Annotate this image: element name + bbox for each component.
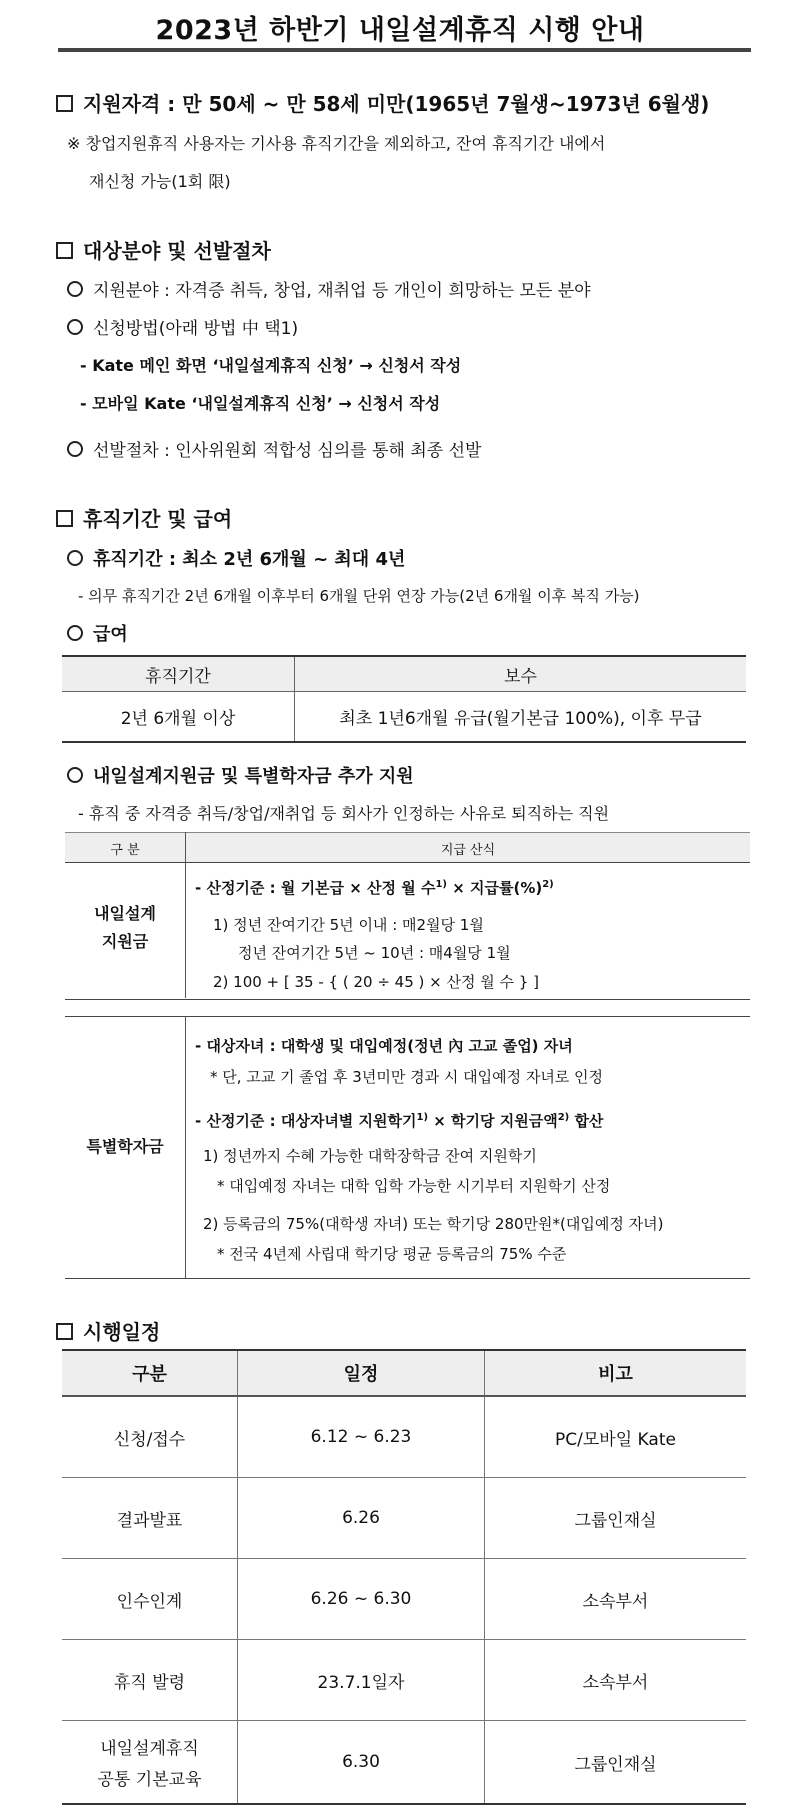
grant-line2: 정년 잔여기간 5년 ~ 10년 : 매4월당 1월 [238, 944, 511, 962]
section-eligibility [56, 88, 709, 117]
schedule-heading: 시행일정 [83, 1320, 161, 1344]
field-method2: - 모바일 Kate ‘내일설계휴직 신청’ → 신청서 작성 [80, 394, 441, 413]
grant-label: 내일설계 지원금 [94, 904, 156, 951]
table-row: 결과발표 6.26 그룹인재실 [62, 1478, 746, 1559]
schedule-item-multiline: 내일설계휴직 공통 기본교육 [62, 1721, 238, 1805]
section-field [56, 235, 271, 264]
grant-formula: - 산정기준 : 월 기본급 × 산정 월 수$^{1)}$ × 지급률(%)$^{2)}$ [195, 879, 554, 897]
leave-period: 휴직기간 : 최소 2년 6개월 ~ 최대 4년 [67, 545, 405, 571]
grant-line3: 2) 100 + [ 35 - { ( 20 ÷ 45 ) × 산정 월 수 } ] [213, 973, 539, 991]
square-bullet-icon [56, 1323, 73, 1340]
field-heading: 대상분야 및 선발절차 [83, 239, 271, 263]
scholarship-row-top [65, 1016, 750, 1017]
field-apply-method: 신청방법(아래 방법 中 택1) [67, 314, 298, 339]
pay-row-period: 2년 6개월 이상 [62, 692, 295, 743]
scholarship-line1: 1) 정년까지 수혜 가능한 대학장학금 잔여 지원학기 [203, 1147, 537, 1165]
scholarship-target: - 대상자녀 : 대학생 및 대입예정(정년 內 고교 졸업) 자녀 [195, 1037, 573, 1055]
support-col-divider [185, 832, 186, 998]
circle-bullet-icon [67, 767, 83, 783]
scholarship-line2-note: * 전국 4년제 사립대 학기당 평균 등록금의 75% 수준 [217, 1245, 567, 1263]
scholarship-col-divider [185, 1016, 186, 1278]
title-divider [58, 48, 751, 52]
scholarship-line2: 2) 등록금의 75%(대학생 자녀) 또는 학기당 280만원*(대입예정 자녀) [203, 1215, 664, 1233]
circle-bullet-icon [67, 319, 83, 335]
pay-col-pay: 보수 [295, 656, 747, 692]
scholarship-row-bottom [65, 1278, 750, 1279]
schedule-col-item: 구분 [62, 1350, 238, 1396]
field-selection: 선발절차 : 인사위원회 적합성 심의를 통해 최종 선발 [67, 436, 481, 461]
page-title: 2023년 하반기 내일설계휴직 시행 안내 [155, 15, 645, 46]
circle-bullet-icon [67, 550, 83, 566]
pay-table [62, 655, 746, 743]
section-leave [56, 503, 232, 532]
pay-heading: 급여 [67, 620, 128, 646]
table-row: 인수인계 6.26 ~ 6.30 소속부서 [62, 1559, 746, 1640]
circle-bullet-icon [67, 441, 83, 457]
field-method1: - Kate 메인 화면 ‘내일설계휴직 신청’ → 신청서 작성 [80, 356, 462, 375]
square-bullet-icon [56, 242, 73, 259]
grant-row-bottom [65, 999, 750, 1000]
grant-line1: 1) 정년 잔여기간 5년 이내 : 매2월당 1월 [213, 916, 484, 934]
extra-note: - 휴직 중 자격증 취득/창업/재취업 등 회사가 인정하는 사유로 퇴직하는 직원 [78, 804, 610, 823]
eligibility-heading: 지원자격 : 만 50세 ~ 만 58세 미만(1965년 7월생~1973년 6월생) [83, 92, 710, 116]
eligibility-note-line2: 재신청 가능(1회 限) [89, 172, 231, 191]
support-header-divider [65, 862, 750, 863]
leave-heading: 휴직기간 및 급여 [83, 507, 233, 531]
schedule-col-note: 비고 [485, 1350, 747, 1396]
circle-bullet-icon [67, 625, 83, 641]
table-row: 내일설계휴직 공통 기본교육 6.30 그룹인재실 [62, 1721, 746, 1805]
pay-col-period: 휴직기간 [62, 656, 295, 692]
eligibility-note-line1: ※ 창업지원휴직 사용자는 기사용 휴직기간을 제외하고, 잔여 휴직기간 내에서 [67, 134, 606, 153]
scholarship-target-note: * 단, 고교 기 졸업 후 3년미만 경과 시 대입예정 자녀로 인정 [210, 1068, 604, 1086]
scholarship-line1-note: * 대입예정 자녀는 대학 입학 가능한 시기부터 지원학기 산정 [217, 1177, 611, 1195]
support-table-header [65, 832, 750, 863]
square-bullet-icon [56, 95, 73, 112]
section-schedule [56, 1316, 160, 1345]
table-row: 휴직 발령 23.7.1일자 소속부서 [62, 1640, 746, 1721]
schedule-table [62, 1349, 746, 1805]
leave-period-note: - 의무 휴직기간 2년 6개월 이후부터 6개월 단위 연장 가능(2년 6개월 이후 복직 가능) [78, 587, 640, 605]
schedule-col-date: 일정 [238, 1350, 485, 1396]
square-bullet-icon [56, 510, 73, 527]
support-col-formula: 지급 산식 [440, 843, 496, 858]
pay-row-pay: 최초 1년6개월 유급(월기본급 100%), 이후 무급 [295, 692, 747, 743]
circle-bullet-icon [67, 281, 83, 297]
scholarship-label: 특별학자금 [86, 1137, 164, 1156]
support-col-category: 구 분 [110, 843, 140, 858]
extra-heading: 내일설계지원금 및 특별학자금 추가 지원 [67, 762, 414, 788]
scholarship-calc: - 산정기준 : 대상자녀별 지원학기$^{1)}$ × 학기당 지원금액$^{2)}$ 합산 [195, 1112, 604, 1130]
field-support: 지원분야 : 자격증 취득, 창업, 재취업 등 개인이 희망하는 모든 분야 [67, 276, 591, 301]
table-row: 신청/접수 6.12 ~ 6.23 PC/모바일 Kate [62, 1396, 746, 1478]
